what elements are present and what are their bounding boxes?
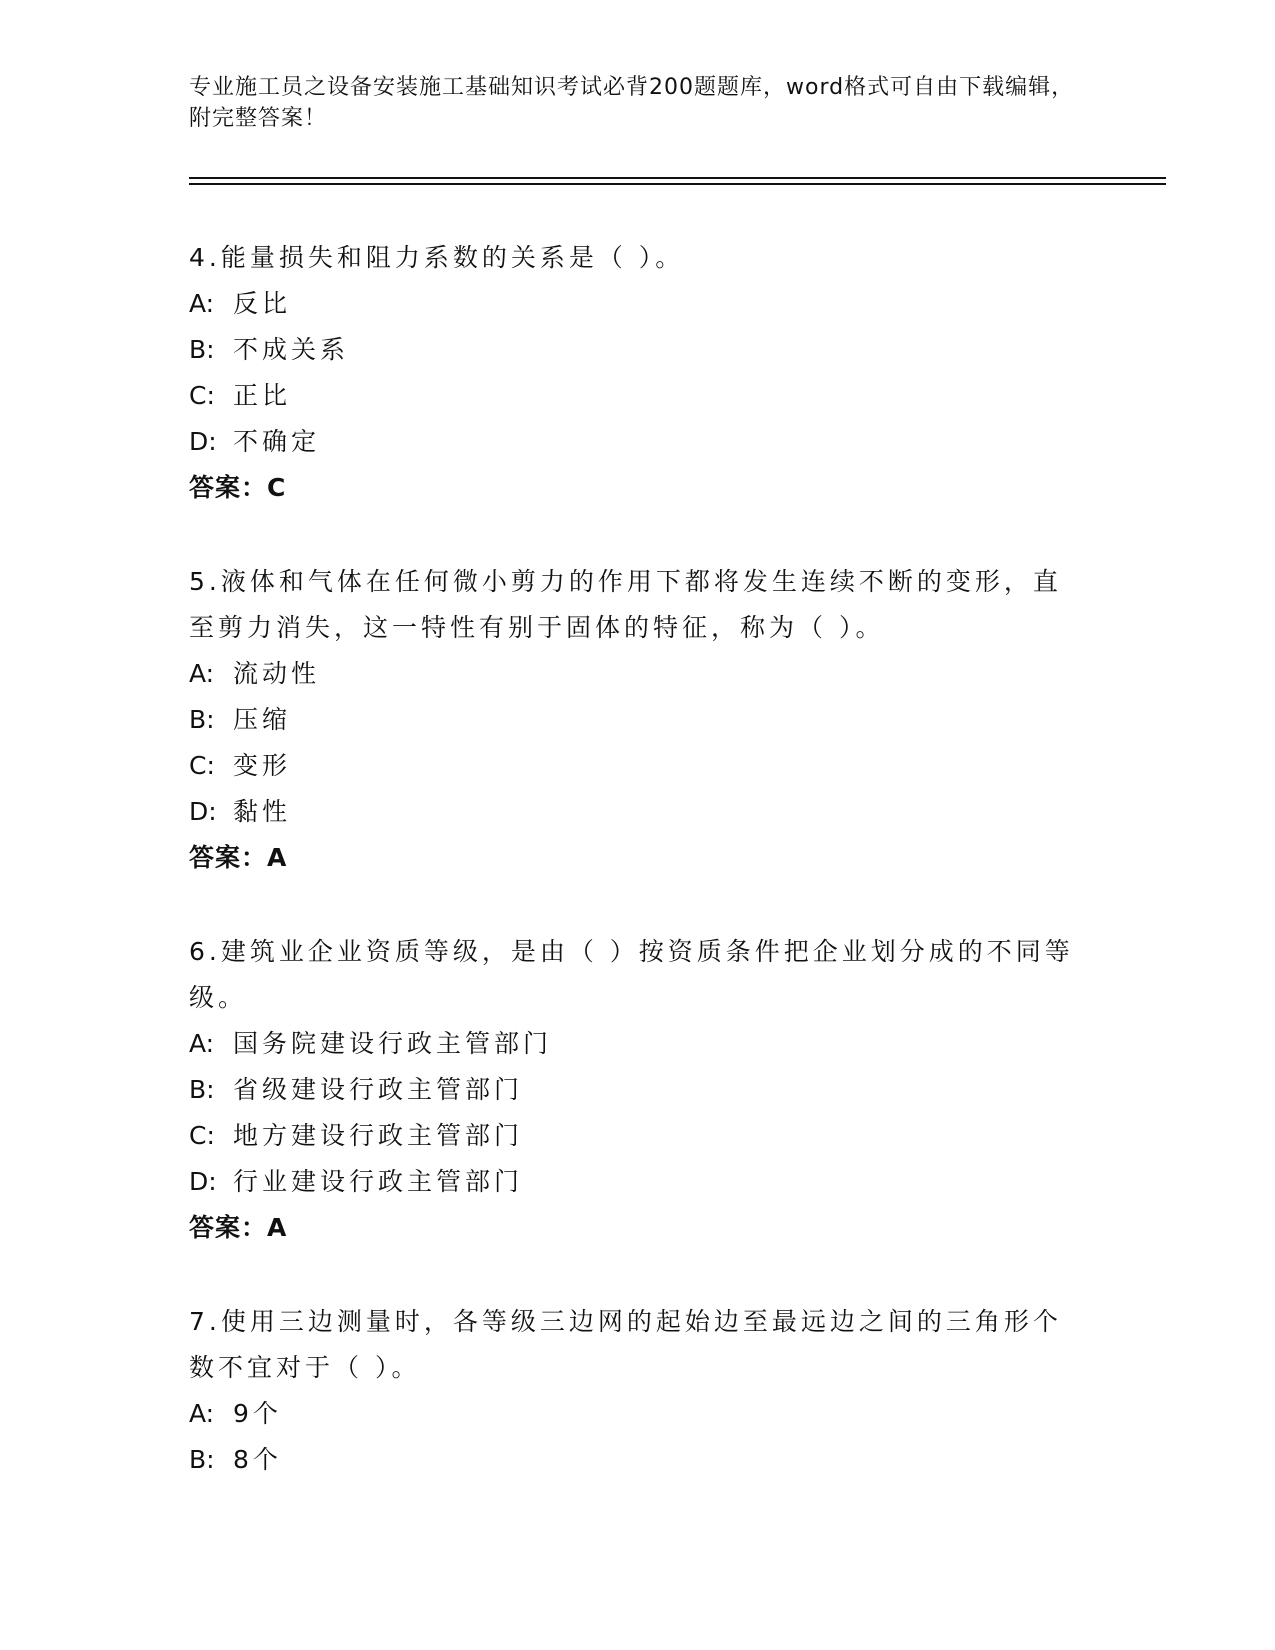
option-c — [189, 373, 1089, 419]
option-key: D: — [189, 797, 217, 826]
question-4 — [189, 235, 1089, 511]
option-text: 国务院建设行政主管部门 — [233, 1029, 553, 1058]
option-d — [189, 1159, 1089, 1205]
option-c — [189, 743, 1089, 789]
question-6 — [189, 929, 1089, 1251]
option-key: B: — [189, 335, 215, 364]
option-key: D: — [189, 427, 217, 456]
option-key: A: — [189, 659, 215, 688]
option-a — [189, 1021, 1089, 1067]
option-text: 不确定 — [233, 427, 321, 456]
option-b — [189, 697, 1089, 743]
option-text: 变形 — [233, 751, 292, 780]
option-a — [189, 651, 1089, 697]
question-stem: 7.使用三边测量时，各等级三边网的起始边至最远边之间的三角形个数不宜对于（ ）。 — [189, 1307, 1062, 1382]
option-text: 黏性 — [233, 797, 292, 826]
option-key: C: — [189, 751, 215, 780]
option-a — [189, 281, 1089, 327]
answer-line: 答案：A — [189, 1213, 288, 1242]
question-list — [189, 235, 1089, 1531]
option-text: 行业建设行政主管部门 — [233, 1167, 524, 1196]
option-text: 不成关系 — [233, 335, 350, 364]
option-text: 地方建设行政主管部门 — [233, 1121, 524, 1150]
option-b — [189, 327, 1089, 373]
option-text: 9个 — [233, 1399, 282, 1428]
option-key: A: — [189, 289, 215, 318]
option-c — [189, 1113, 1089, 1159]
option-key: C: — [189, 381, 215, 410]
option-key: B: — [189, 1075, 215, 1104]
option-key: D: — [189, 1167, 217, 1196]
option-text: 正比 — [233, 381, 292, 410]
option-d — [189, 789, 1089, 835]
answer-line: 答案：C — [189, 473, 287, 502]
answer-line: 答案：A — [189, 843, 288, 872]
question-stem: 6.建筑业企业资质等级，是由（ ）按资质条件把企业划分成的不同等级。 — [189, 937, 1074, 1012]
option-text: 8个 — [233, 1445, 282, 1474]
option-text: 反比 — [233, 289, 292, 318]
header-divider-bottom — [189, 183, 1166, 185]
page-header-title: 专业施工员之设备安装施工基础知识考试必背200题题库，word格式可自由下载编辑，附完整答案！ — [189, 75, 1075, 131]
question-stem: 4.能量损失和阻力系数的关系是（ ）。 — [189, 243, 685, 272]
option-b — [189, 1437, 1089, 1483]
question-7 — [189, 1299, 1089, 1483]
option-text: 省级建设行政主管部门 — [233, 1075, 524, 1104]
option-key: B: — [189, 1445, 215, 1474]
option-key: B: — [189, 705, 215, 734]
option-b — [189, 1067, 1089, 1113]
option-a — [189, 1391, 1089, 1437]
question-5 — [189, 559, 1089, 881]
header-divider-top — [189, 177, 1166, 179]
option-key: A: — [189, 1399, 215, 1428]
option-text: 压缩 — [233, 705, 292, 734]
option-key: C: — [189, 1121, 215, 1150]
option-d — [189, 419, 1089, 465]
option-key: A: — [189, 1029, 215, 1058]
question-stem: 5.液体和气体在任何微小剪力的作用下都将发生连续不断的变形，直至剪力消失，这一特性有别于固体的特征，称为（ ）。 — [189, 567, 1062, 642]
option-text: 流动性 — [233, 659, 321, 688]
